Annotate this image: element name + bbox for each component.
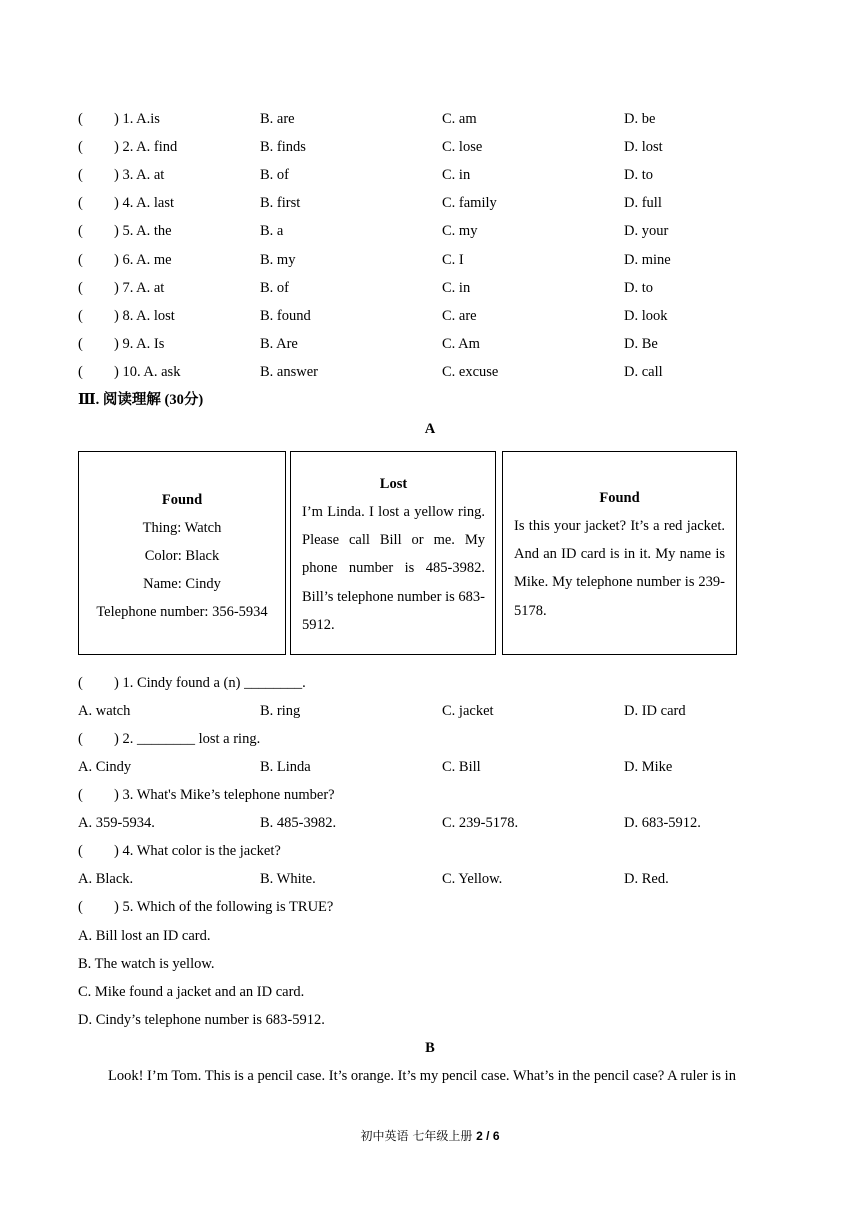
option-d: D. be (624, 111, 656, 127)
option-d: D. call (624, 364, 663, 380)
answer-paren[interactable]: ( (78, 167, 83, 183)
footer-text: 初中英语 七年级上册 (360, 1129, 477, 1143)
cloze-row (78, 250, 808, 270)
option-a: A. watch (78, 703, 131, 719)
notice-title: Found (161, 492, 203, 508)
option-d: D. Mike (624, 759, 673, 775)
cloze-row (78, 306, 808, 326)
option-b: B. The watch is yellow. (78, 956, 215, 972)
notice-body: I’m Linda. I lost a yellow ring. Please call Bill or me. My phone number is 485-3982. Bill’s telephone number is 683-5912. (302, 504, 485, 633)
option-b: B. ring (260, 703, 301, 719)
option-d: D. to (624, 280, 653, 296)
page-footer (0, 1127, 860, 1145)
option-d: D. lost (624, 139, 663, 155)
answer-paren[interactable]: ( (78, 139, 83, 155)
option-d: D. full (624, 195, 662, 211)
answer-paren[interactable]: ( (78, 111, 83, 127)
answer-paren[interactable]: ( (78, 787, 83, 803)
option-d: D. Cindy’s telephone number is 683-5912. (78, 1012, 325, 1028)
option-a: ) 9. A. Is (114, 336, 165, 352)
question-stem: ( ) 3. What's Mike’s telephone number? (78, 787, 335, 803)
option-c: C. are (442, 308, 477, 324)
option-d: D. mine (624, 252, 671, 268)
option-line (78, 926, 808, 946)
question-options (78, 701, 808, 721)
option-b: B. answer (260, 364, 318, 380)
option-d: D. Be (624, 336, 658, 352)
option-d: D. Red. (624, 871, 669, 887)
answer-paren[interactable]: ( (78, 280, 83, 296)
option-c: C. Mike found a jacket and an ID card. (78, 984, 305, 1000)
passage-b-text: Look! I’m Tom. This is a pencil case. It’s orange. It’s my pencil case. What’s in the pencil case? A ruler is in (108, 1068, 736, 1084)
option-a: ) 8. A. lost (114, 308, 175, 324)
question-options (78, 869, 808, 889)
answer-paren[interactable]: ( (78, 223, 83, 239)
option-d: D. 683-5912. (624, 815, 701, 831)
answer-paren[interactable]: ( (78, 731, 83, 747)
option-c: C. 239-5178. (442, 815, 519, 831)
option-a: ) 2. A. find (114, 139, 178, 155)
option-b: B. White. (260, 871, 316, 887)
option-a: ) 5. A. the (114, 223, 172, 239)
cloze-row (78, 137, 808, 157)
answer-paren[interactable]: ( (78, 336, 83, 352)
option-d: D. to (624, 167, 653, 183)
notice-title: Found (599, 490, 640, 506)
option-a: A. Black. (78, 871, 134, 887)
option-a: A. Cindy (78, 759, 132, 775)
section-title: Ⅲ. 阅读理解 (30分) (78, 392, 204, 408)
option-a: ) 10. A. ask (114, 364, 181, 380)
option-b: B. of (260, 167, 289, 183)
notice-line: Color: Black (144, 548, 220, 564)
option-d: D. your (624, 223, 669, 239)
notice-line: Thing: Watch (142, 520, 222, 536)
option-line (78, 954, 808, 974)
cloze-row (78, 109, 808, 129)
cloze-row (78, 362, 808, 382)
notice-line: Telephone number: 356-5934 (96, 604, 268, 620)
option-a: ) 7. A. at (114, 280, 165, 296)
cloze-row (78, 221, 808, 241)
cloze-row (78, 334, 808, 354)
cloze-row (78, 278, 808, 298)
option-b: B. Are (260, 336, 298, 352)
option-c: C. Am (442, 336, 480, 352)
notice-title: Lost (379, 476, 408, 492)
option-a: ) 1. A.is (114, 111, 160, 127)
option-a: ) 6. A. me (114, 252, 172, 268)
option-d: D. look (624, 308, 668, 324)
passage-b-label: B (425, 1040, 435, 1056)
option-c: C. Yellow. (442, 871, 503, 887)
option-b: B. are (260, 111, 295, 127)
option-c: C. Bill (442, 759, 481, 775)
found-notice-watch (78, 451, 286, 655)
option-c: C. my (442, 223, 478, 239)
option-b: B. found (260, 308, 311, 324)
option-c: C. in (442, 167, 471, 183)
option-b: B. first (260, 195, 301, 211)
option-b: B. finds (260, 139, 306, 155)
notice-body: Is this your jacket? It’s a red jacket. And an ID card is in it. My name is Mike. My telephone number is 239-5178. (514, 518, 725, 619)
page-number: 2 / 6 (476, 1129, 500, 1143)
answer-paren[interactable]: ( (78, 308, 83, 324)
option-c: C. jacket (442, 703, 494, 719)
option-c: C. I (442, 252, 464, 268)
answer-paren[interactable]: ( (78, 252, 83, 268)
option-c: C. lose (442, 139, 483, 155)
option-a: ) 4. A. last (114, 195, 175, 211)
lost-notice-ring (290, 451, 496, 655)
option-b: B. a (260, 223, 284, 239)
question-stem: ( ) 5. Which of the following is TRUE? (78, 899, 334, 915)
option-a: A. Bill lost an ID card. (78, 928, 211, 944)
question-options (78, 757, 808, 777)
answer-paren[interactable]: ( (78, 675, 83, 691)
option-c: C. in (442, 280, 471, 296)
option-line (78, 982, 808, 1002)
cloze-row (78, 165, 808, 185)
question-stem: ( ) 1. Cindy found a (n) ________. (78, 675, 306, 691)
option-d: D. ID card (624, 703, 686, 719)
option-b: B. 485-3982. (260, 815, 337, 831)
option-c: C. am (442, 111, 477, 127)
option-b: B. Linda (260, 759, 311, 775)
option-a: A. 359-5934. (78, 815, 155, 831)
notice-line: Name: Cindy (143, 576, 221, 592)
question-stem: ( ) 4. What color is the jacket? (78, 843, 281, 859)
question-options (78, 813, 808, 833)
option-b: B. of (260, 280, 289, 296)
answer-paren[interactable]: ( (78, 899, 83, 915)
option-c: C. family (442, 195, 497, 211)
option-line (78, 1010, 808, 1030)
answer-paren[interactable]: ( (78, 195, 83, 211)
answer-paren[interactable]: ( (78, 364, 83, 380)
found-notice-jacket (502, 451, 737, 655)
passage-a-label: A (424, 421, 436, 437)
answer-paren[interactable]: ( (78, 843, 83, 859)
option-a: ) 3. A. at (114, 167, 165, 183)
option-b: B. my (260, 252, 296, 268)
question-stem: ( ) 2. ________ lost a ring. (78, 731, 261, 747)
option-c: C. excuse (442, 364, 499, 380)
cloze-row (78, 193, 808, 213)
